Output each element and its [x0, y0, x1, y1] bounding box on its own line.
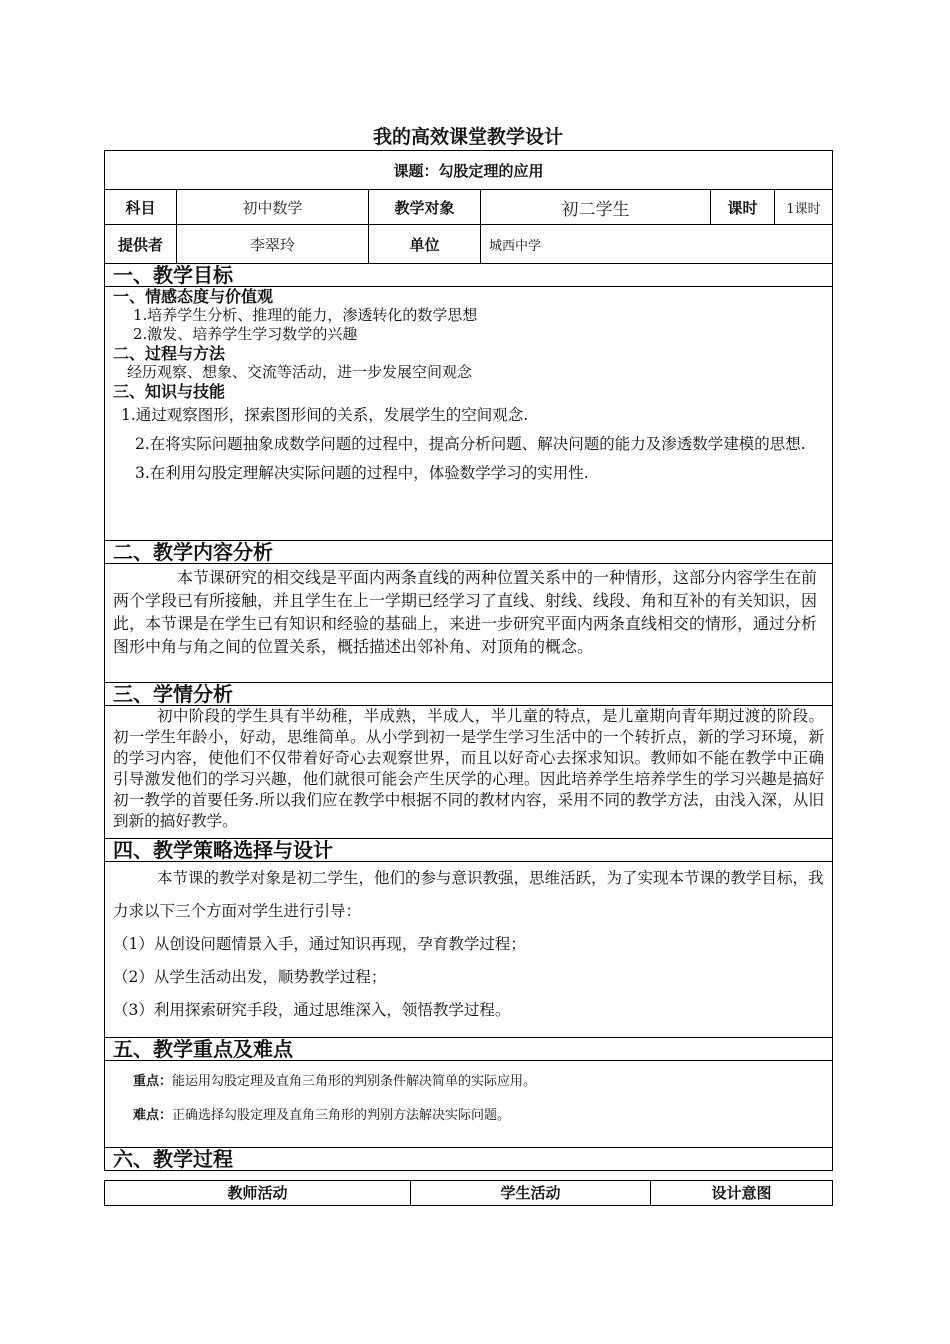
- process-col-teacher: 教师活动: [105, 1181, 411, 1206]
- hours-label: 课时: [711, 190, 775, 225]
- section-title-objectives: 一、教学目标: [105, 264, 833, 287]
- document-title: 我的高效课堂教学设计: [372, 126, 563, 148]
- objectives-emotion-item: 1.培养学生分析、推理的能力，渗透转化的数学思想: [133, 306, 478, 324]
- objectives-process-item: 经历观察、想象、交流等活动，进一步发展空间观念: [127, 363, 473, 381]
- objectives-knowledge-item: 1.通过观察图形，探索图形间的关系，发展学生的空间观念.: [121, 406, 529, 424]
- process-col-intent: 设计意图: [651, 1181, 833, 1206]
- topic-heading: 课题：勾股定理的应用: [105, 151, 833, 190]
- objectives-sub-process: 二、过程与方法: [113, 344, 226, 363]
- difficulty-text: 正确选择勾股定理及直角三角形的判别方法解决实际问题。: [172, 1108, 511, 1123]
- content-analysis-text: 本节课研究的相交线是平面内两条直线的两种位置关系中的一种情形，这部分内容学生在前两个学段已有所接触，并且学生在上一学期已经学习了直线、射线、线段、角和互补的有关知识，因此，本节课是在学生已有知识和经验的基础上，来进一步研究平面内两条直线相交的情形，通过分析图形中角与角之间的位置关系，概括描述出邻补角、对顶角的概念。: [113, 568, 818, 656]
- subject-value: 初中数学: [177, 190, 369, 225]
- learner-analysis-text: 初中阶段的学生具有半幼稚，半成熟，半成人，半儿童的特点，是儿童期向青年期过渡的阶段。初一学生年龄小，好动，思维简单。从小学到初一是学生学习生活中的一个转折点，新的学习环境，新的学习内容，使他们不仅带着好奇心去观察世界，而且以好奇心去探求知识。教师如不能在教学中正确引导激发他们的学习兴趣，他们就很可能会产生厌学的心理。因此培养学生培养学生的学习兴趣是搞好初一教学的首要任务.所以我们应在教学中根据不同的教材内容，采用不同的教学方法，由浅入深，从旧到新的搞好教学。: [113, 707, 825, 830]
- objectives-emotion-item: 2.激发、培养学生学习数学的兴趣: [133, 325, 358, 343]
- strategy-item: （3）利用探索研究手段，通过思维深入，领悟教学过程。: [113, 1001, 511, 1019]
- objectives-sub-emotion: 一、情感态度与价值观: [113, 287, 274, 306]
- process-col-student: 学生活动: [411, 1181, 651, 1206]
- key-point-label: 重点：: [133, 1074, 173, 1089]
- objectives-sub-knowledge: 三、知识与技能: [113, 382, 226, 401]
- strategy-body: [105, 862, 833, 1038]
- unit-label: 单位: [369, 225, 481, 264]
- content-analysis-body: [105, 564, 833, 683]
- provider-value: 李翠玲: [177, 225, 369, 264]
- unit-value: 城西中学: [481, 225, 833, 264]
- section-title-content-analysis: 二、教学内容分析: [105, 541, 833, 564]
- audience-value: 初二学生: [481, 190, 711, 225]
- strategy-item: （2）从学生活动出发，顺势教学过程；: [113, 968, 387, 986]
- process-header-table: [104, 1180, 833, 1206]
- section-title-process: 六、教学过程: [105, 1148, 833, 1171]
- section-title-strategy: 四、教学策略选择与设计: [105, 839, 833, 862]
- objectives-content: [105, 287, 833, 541]
- key-points-body: [105, 1061, 833, 1148]
- key-point-text: 能运用勾股定理及直角三角形的判别条件解决简单的实际应用。: [172, 1074, 537, 1089]
- strategy-intro: 本节课的教学对象是初二学生，他们的参与意识教强，思维活跃，为了实现本节课的教学目标，我力求以下三个方面对学生进行引导：: [113, 869, 824, 920]
- objectives-knowledge-item: 2.在将实际问题抽象成数学问题的过程中，提高分析问题、解决问题的能力及渗透数学建模的思想.: [135, 435, 806, 453]
- lesson-plan-table: [104, 150, 833, 1171]
- audience-label: 教学对象: [369, 190, 481, 225]
- learner-analysis-body: [105, 706, 833, 839]
- provider-label: 提供者: [105, 225, 177, 264]
- difficulty-line: [105, 1099, 832, 1133]
- objectives-knowledge-item: 3.在利用勾股定理解决实际问题的过程中，体验数学学习的实用性.: [135, 464, 589, 482]
- key-point-line: [105, 1061, 832, 1099]
- subject-label: 科目: [105, 190, 177, 225]
- difficulty-label: 难点：: [133, 1108, 173, 1123]
- section-title-key-points: 五、教学重点及难点: [105, 1038, 833, 1061]
- strategy-item: （1）从创设问题情景入手，通过知识再现，孕育教学过程；: [113, 935, 526, 953]
- section-title-learner-analysis: 三、学情分析: [105, 683, 833, 706]
- hours-value: 1课时: [775, 190, 833, 225]
